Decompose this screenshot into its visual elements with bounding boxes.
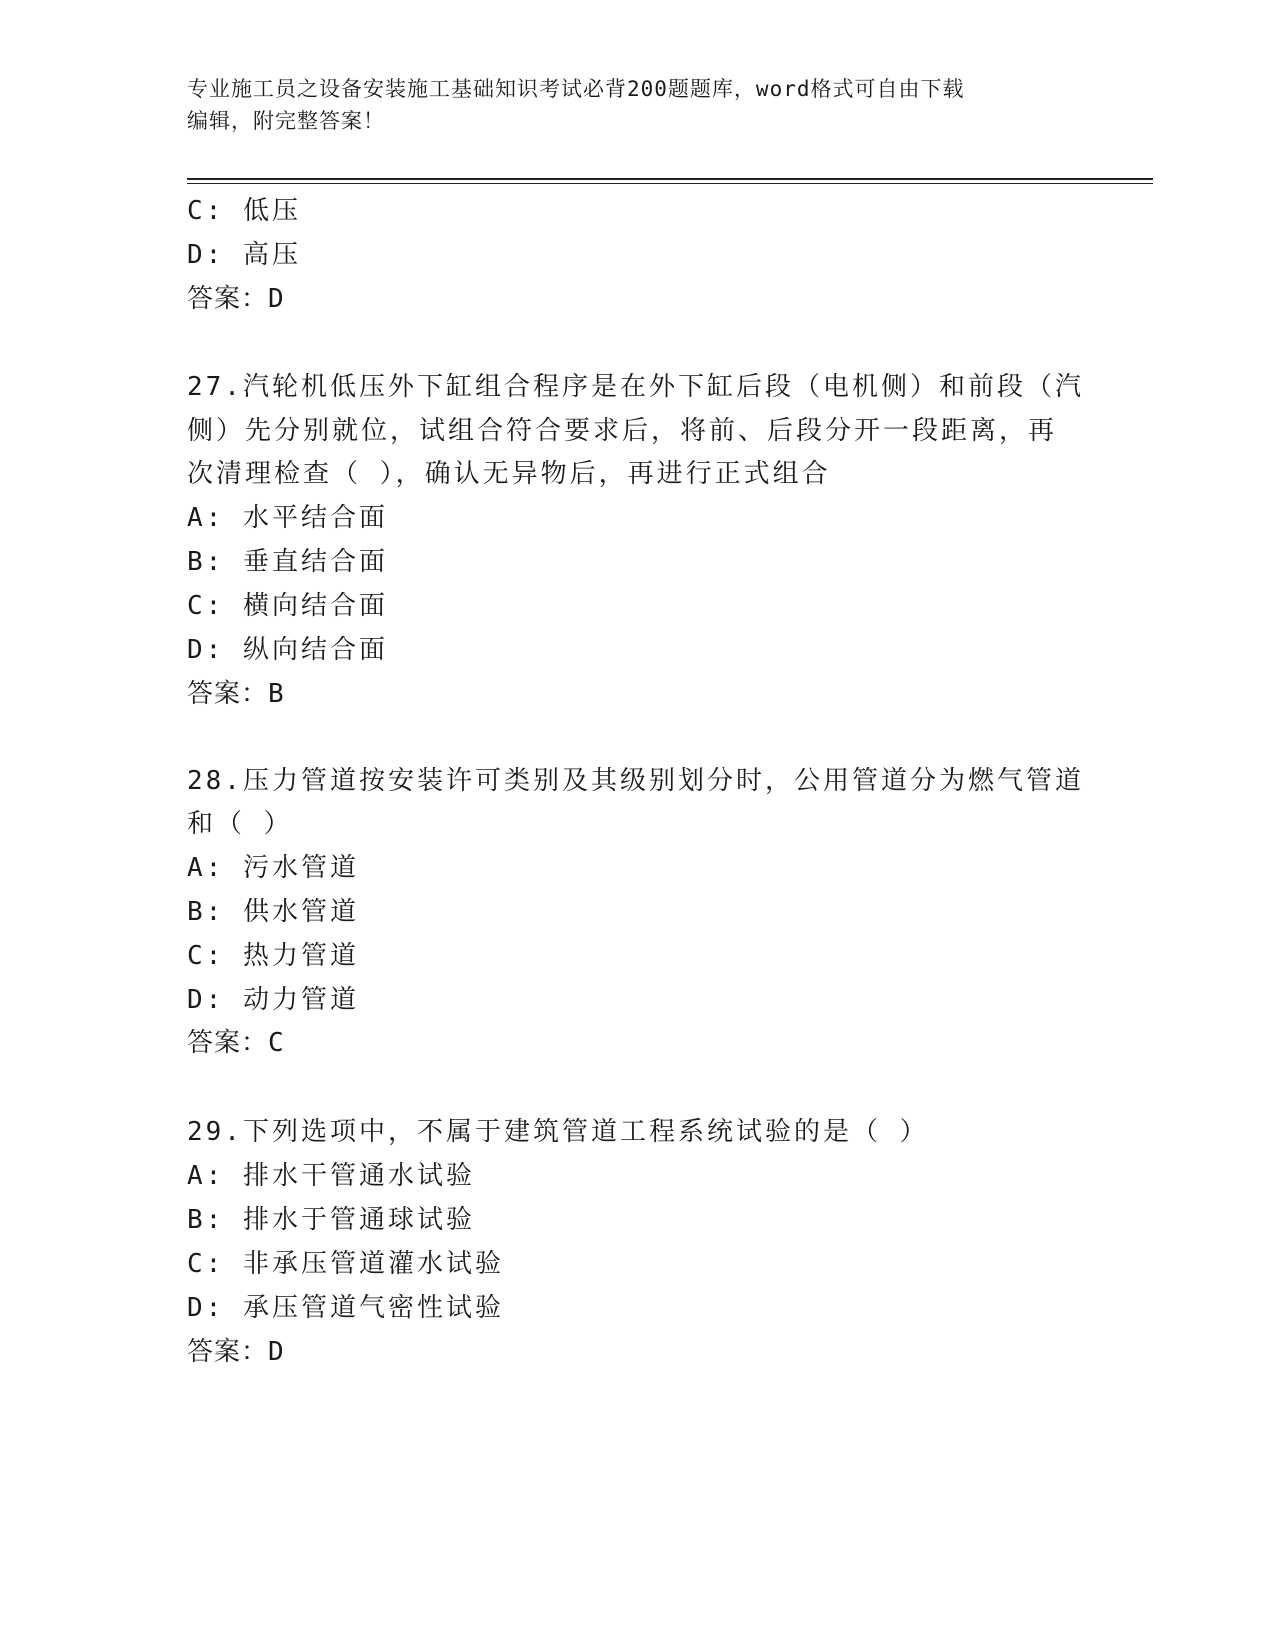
header-rule-bottom	[187, 183, 1153, 184]
q27-option-b: B: 垂直结合面	[187, 547, 388, 577]
q27-answer: 答案：B	[187, 679, 285, 709]
q29-option-d: D: 承压管道气密性试验	[187, 1293, 504, 1323]
q28-stem-line-1: 28.压力管道按安装许可类别及其级别划分时，公用管道分为燃气管道	[187, 766, 1084, 796]
q29-stem-line-1: 29.下列选项中，不属于建筑管道工程系统试验的是（ ）	[187, 1117, 929, 1147]
document-header	[187, 73, 1067, 137]
prev-answer: 答案：D	[187, 284, 285, 314]
q27-option-a: A: 水平结合面	[187, 503, 388, 533]
q28-option-b: B: 供水管道	[187, 897, 359, 927]
q29-option-c: C: 非承压管道灌水试验	[187, 1249, 504, 1279]
q27-stem-line-2: 侧）先分别就位，试组合符合要求后，将前、后段分开一段距离，再	[187, 416, 1058, 446]
header-rule-top	[187, 178, 1153, 180]
q27-option-c: C: 横向结合面	[187, 591, 388, 621]
q29-answer: 答案：D	[187, 1337, 285, 1367]
prev-option-c: C: 低压	[187, 196, 301, 226]
q28-option-c: C: 热力管道	[187, 941, 359, 971]
q28-stem-line-2: 和（ ）	[187, 809, 293, 839]
q27-stem-line-3: 次清理检查（ ），确认无异物后，再进行正式组合	[187, 459, 831, 489]
header-line-2: 编辑，附完整答案！	[187, 109, 385, 133]
q29-option-a: A: 排水干管通水试验	[187, 1161, 475, 1191]
q27-option-d: D: 纵向结合面	[187, 635, 388, 665]
q28-option-a: A: 污水管道	[187, 853, 359, 883]
header-line-1: 专业施工员之设备安装施工基础知识考试必背200题题库，word格式可自由下载	[187, 77, 965, 101]
q28-option-d: D: 动力管道	[187, 985, 359, 1015]
q29-option-b: B: 排水于管通球试验	[187, 1205, 475, 1235]
prev-option-d: D: 高压	[187, 240, 301, 270]
q28-answer: 答案：C	[187, 1028, 285, 1058]
q27-stem-line-1: 27.汽轮机低压外下缸组合程序是在外下缸后段（电机侧）和前段（汽	[187, 372, 1084, 402]
